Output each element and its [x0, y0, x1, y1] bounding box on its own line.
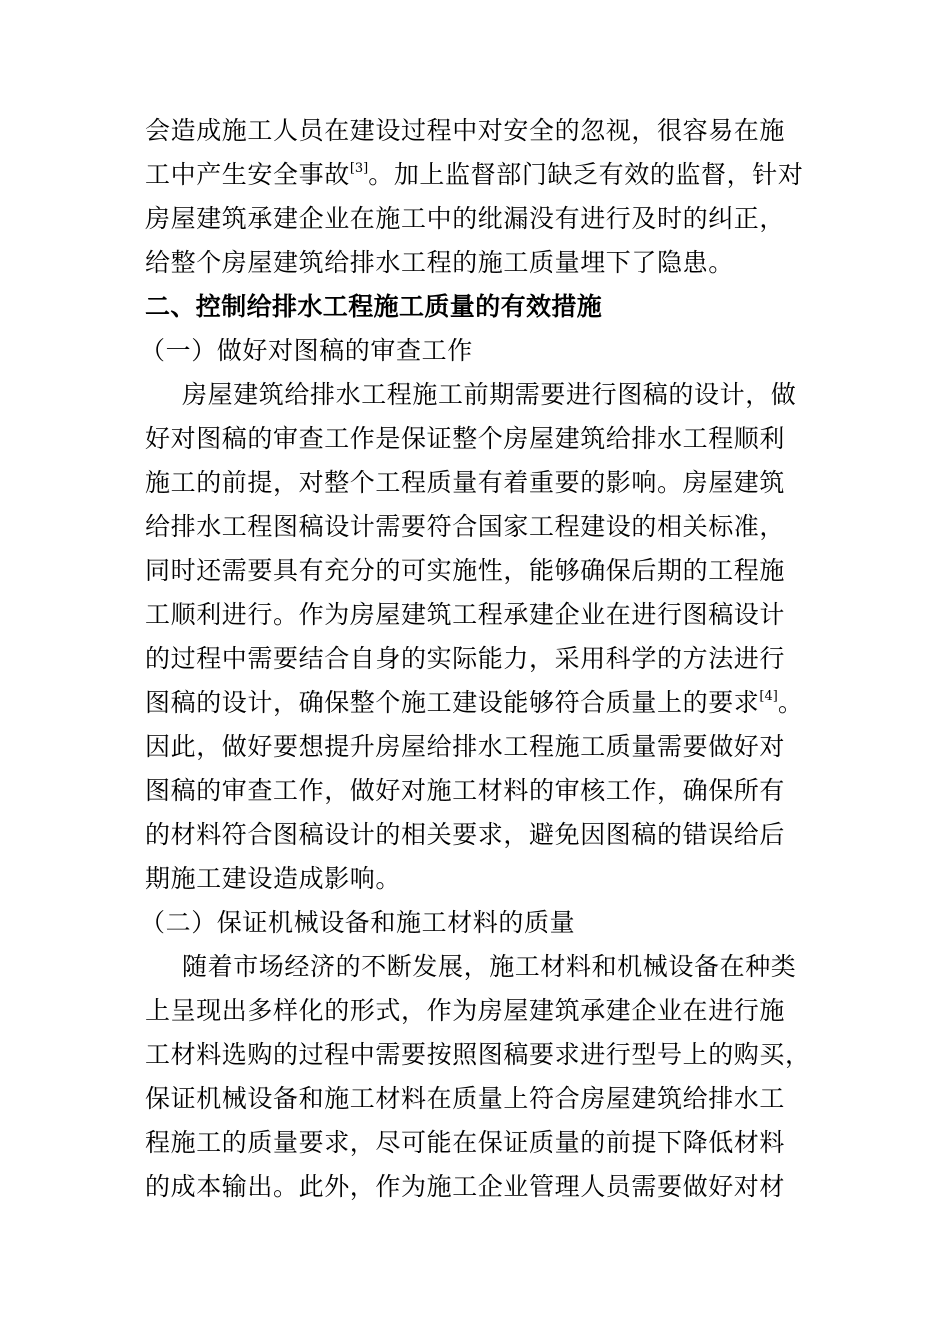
body-text-line: 施工的前提，对整个工程质量有着重要的影响。房屋建筑 — [145, 468, 786, 497]
body-text-line: 会造成施工人员在建设过程中对安全的忽视，很容易在施 — [145, 116, 786, 145]
body-text-line: 期施工建设造成影响。 — [145, 864, 402, 893]
body-text-segment: 。 — [777, 688, 804, 717]
body-text-line: 程施工的质量要求，尽可能在保证质量的前提下降低材料 — [145, 1128, 786, 1157]
body-text-line: 房屋建筑承建企业在施工中的纰漏没有进行及时的纠正， — [145, 204, 786, 233]
body-text-segment: 图稿的设计，确保整个施工建设能够符合质量上的要求 — [145, 688, 760, 717]
body-text-segment: 。加上监督部门缺乏有效的监督，针对 — [368, 160, 804, 189]
body-text-line: 因此，做好要想提升房屋给排水工程施工质量需要做好对 — [145, 732, 786, 761]
body-text-line: 的材料符合图稿设计的相关要求，避免因图稿的错误给后 — [145, 820, 786, 849]
body-text-line: 同时还需要具有充分的可实施性，能够确保后期的工程施 — [145, 556, 786, 585]
paragraph-first-line: 房屋建筑给排水工程施工前期需要进行图稿的设计，做 — [182, 380, 797, 409]
body-text-line: 好对图稿的审查工作是保证整个房屋建筑给排水工程顺利 — [145, 424, 786, 453]
section-heading: 二、控制给排水工程施工质量的有效措施 — [145, 292, 603, 321]
body-text-line: 给排水工程图稿设计需要符合国家工程建设的相关标准， — [145, 512, 786, 541]
body-text-segment: 工中产生安全事故 — [145, 160, 350, 189]
body-text-line-with-citation — [145, 153, 803, 197]
body-text-line: 的过程中需要结合自身的实际能力，采用科学的方法进行 — [145, 644, 786, 673]
citation-marker: [3] — [349, 160, 369, 176]
body-text-line: 的成本输出。此外，作为施工企业管理人员需要做好对材 — [145, 1172, 786, 1201]
body-text-line: 给整个房屋建筑给排水工程的施工质量埋下了隐患。 — [145, 248, 734, 277]
paragraph-first-line: 随着市场经济的不断发展，施工材料和机械设备在种类 — [182, 952, 797, 981]
body-text-line-with-citation — [145, 681, 803, 725]
body-text-line: 工材料选购的过程中需要按照图稿要求进行型号上的购买， — [145, 1040, 811, 1069]
body-text-line: 工顺利进行。作为房屋建筑工程承建企业在进行图稿设计 — [145, 600, 786, 629]
body-text-line: 上呈现出多样化的形式，作为房屋建筑承建企业在进行施 — [145, 996, 786, 1025]
subsection-heading: （一）做好对图稿的审查工作 — [140, 336, 473, 365]
body-text-line: 图稿的审查工作，做好对施工材料的审核工作，确保所有 — [145, 776, 786, 805]
body-text-line: 保证机械设备和施工材料在质量上符合房屋建筑给排水工 — [145, 1084, 786, 1113]
citation-marker: [4] — [759, 688, 778, 704]
subsection-heading: （二）保证机械设备和施工材料的质量 — [140, 908, 576, 937]
